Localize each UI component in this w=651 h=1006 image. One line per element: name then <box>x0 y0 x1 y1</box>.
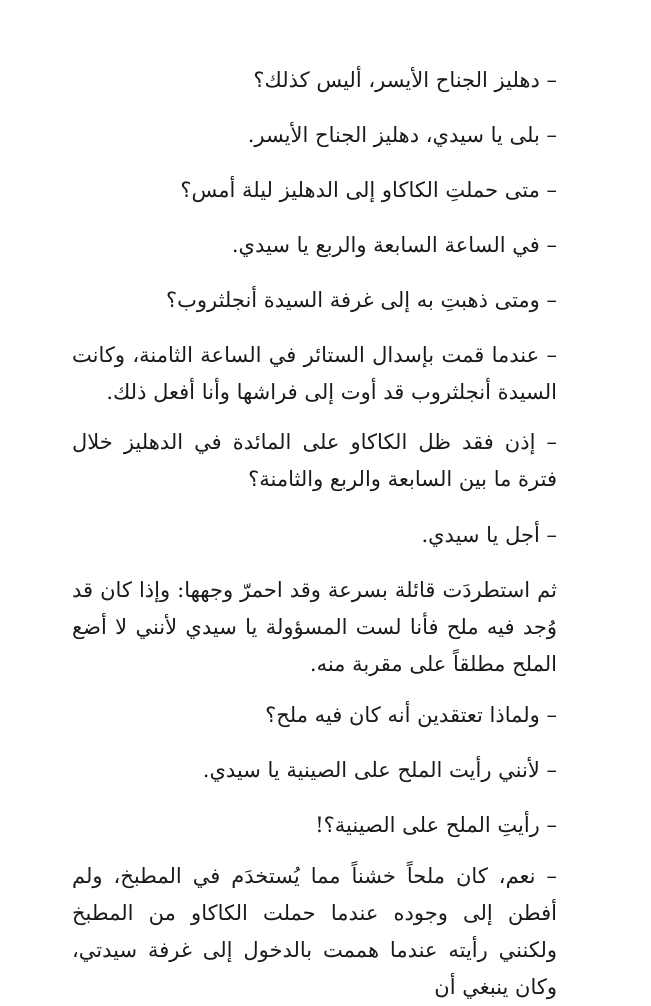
dialogue-line: – أجل يا سيدي. <box>421 523 557 547</box>
dialogue-line: – في الساعة السابعة والربع يا سيدي. <box>231 233 557 257</box>
dialogue-line: – بلى يا سيدي، دهليز الجناح الأيسر. <box>247 123 557 147</box>
dialogue-line: – ولماذا تعتقدين أنه كان فيه ملح؟ <box>265 703 557 727</box>
dialogue-paragraph: – نعم، كان ملحاً خشناً مما يُستخدَم في المطبخ، ولم أفطن إلى وجوده عندما حملت الكاكاو من المطبخ ولكنني رأيته عندما هممت بالدخول إلى غرفة سيدتي، وكان ينبغي أن <box>72 864 557 999</box>
dialogue-line: – متى حملتِ الكاكاو إلى الدهليز ليلة أمس؟ <box>180 178 557 202</box>
dialogue-paragraph: – إذن فقد ظل الكاكاو على المائدة في الدهليز خلال فترة ما بين السابعة والربع والثامنة؟ <box>72 430 557 491</box>
dialogue-paragraph: – عندما قمت بإسدال الستائر في الساعة الثامنة، وكانت السيدة أنجلثروب قد أوت إلى فراشها وأنا أفعل ذلك. <box>72 343 557 404</box>
dialogue-line: – لأنني رأيت الملح على الصينية يا سيدي. <box>202 758 557 782</box>
dialogue-line: – رأيتِ الملح على الصينية؟! <box>315 813 557 837</box>
dialogue-line: – دهليز الجناح الأيسر، أليس كذلك؟ <box>253 68 557 92</box>
dialogue-line: – ومتى ذهبتِ به إلى غرفة السيدة أنجلثروب؟ <box>165 288 557 312</box>
narration-paragraph: ثم استطردَت قائلة بسرعة وقد احمرّ وجهها: وإذا كان قد وُجد فيه ملح فأنا لست المسؤولة يا سيدي لأنني لا أضع الملح مطلقاً على مقربة منه. <box>72 578 557 676</box>
